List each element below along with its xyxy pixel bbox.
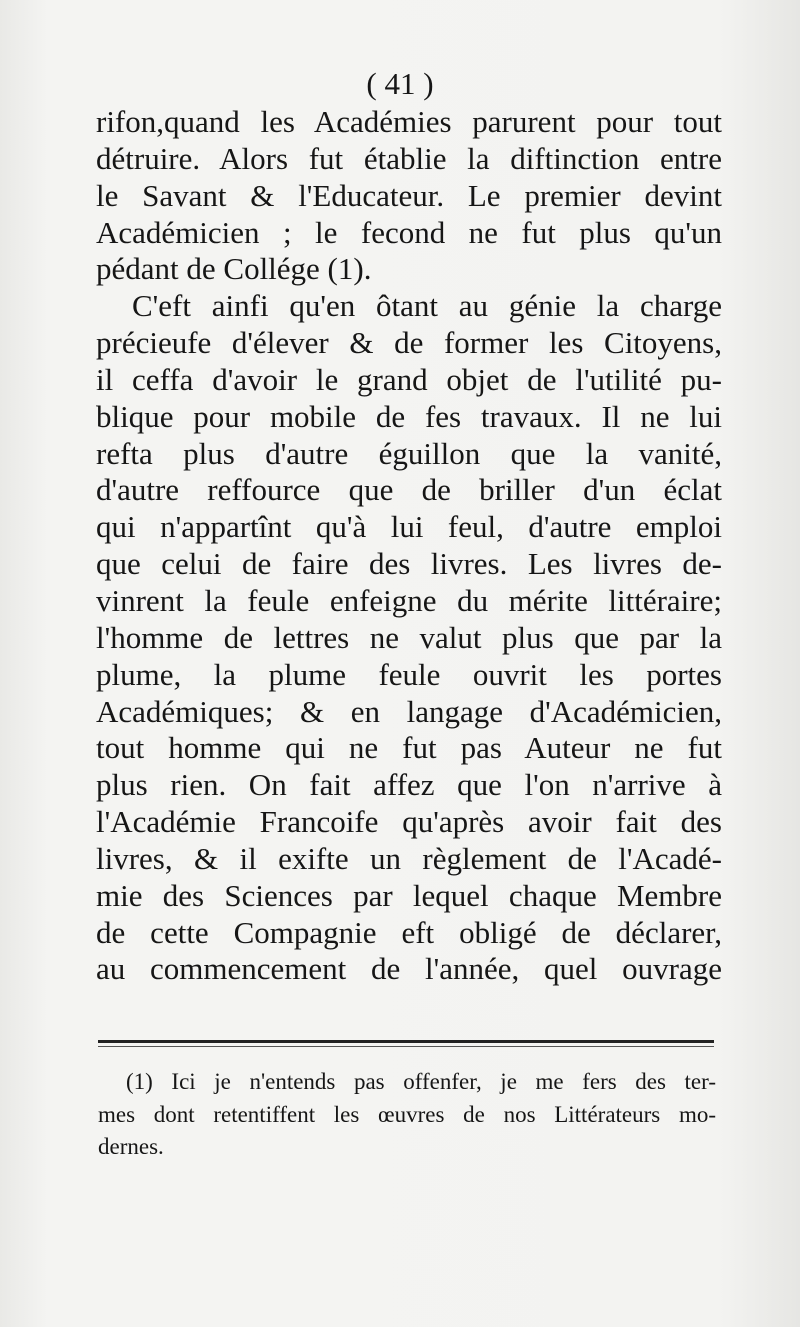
text-line: Académiques; & en langage d'Académicien, (96, 693, 722, 729)
footnote-divider (98, 1040, 714, 1043)
text-line: détruire. Alors fut établie la diftinction entre (96, 140, 722, 176)
text-line: mie des Sciences par lequel chaque Membre (96, 877, 722, 913)
text-line: de cette Compagnie eft obligé de déclarer, (96, 914, 722, 950)
text-line: vinrent la feule enfeigne du mérite littéraire; (96, 582, 722, 618)
text-line: d'autre reffource que de briller d'un éclat (96, 472, 722, 508)
text-line: que celui de faire des livres. Les livres de- (96, 546, 722, 582)
text-line: il ceffa d'avoir le grand objet de l'utilité pu- (96, 361, 722, 397)
footnote-line: mes dont retentiffent les œuvres de nos Littérateurs mo- (98, 1101, 716, 1127)
text-line: l'homme de lettres ne valut plus que par la (96, 619, 722, 655)
text-line: refta plus d'autre éguillon que la vanité, (96, 435, 722, 471)
text-line: au commencement de l'année, quel ouvrage (96, 951, 722, 987)
text-line: qui n'appartînt qu'à lui feul, d'autre emploi (96, 509, 722, 545)
text-line: le Savant & l'Educateur. Le premier devint (96, 177, 722, 213)
text-line: précieufe d'élever & de former les Citoyens, (96, 325, 722, 361)
footnote-line: (1) Ici je n'entends pas offenfer, je me fers des ter- (126, 1069, 716, 1094)
text-line: Académicien ; le fecond ne fut plus qu'un (96, 214, 722, 250)
footnote-line: dernes. (98, 1134, 164, 1159)
text-line: livres, & il exifte un règlement de l'Acadé- (96, 840, 722, 876)
footnote-divider-thin (98, 1046, 714, 1047)
text-line: plume, la plume feule ouvrit les portes (96, 656, 722, 692)
text-line: C'eft ainfi qu'en ôtant au génie la charge (132, 288, 722, 324)
footnote (98, 1066, 716, 1164)
text-line: tout homme qui ne fut pas Auteur ne fut (96, 730, 722, 766)
body-text (96, 104, 722, 988)
page-number: ( 41 ) (366, 66, 434, 101)
text-line: plus rien. On fait affez que l'on n'arrive à (96, 767, 722, 803)
text-line: pédant de Collége (1). (96, 251, 372, 287)
text-line: blique pour mobile de fes travaux. Il ne lui (96, 398, 722, 434)
text-line: l'Académie Francoife qu'après avoir fait des (96, 804, 722, 840)
text-line: rifon,quand les Académies parurent pour tout (96, 104, 722, 139)
